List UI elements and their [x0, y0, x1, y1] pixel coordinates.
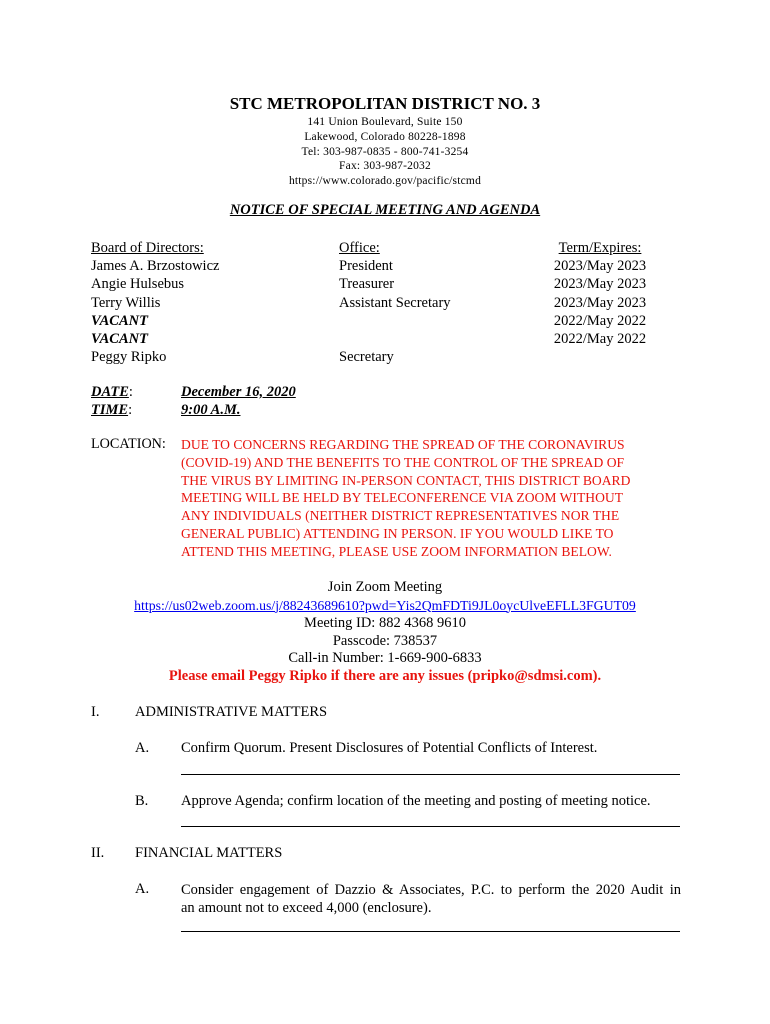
agenda-item-text: Consider engagement of Dazzio & Associates, P.C. to perform the 2020 Audit in: [181, 882, 681, 898]
time-label: TIME: [91, 402, 129, 418]
zoom-call-in: Call-in Number: 1-669-900-6833: [288, 650, 482, 667]
address-city: Lakewood, Colorado 80228-1898: [304, 130, 466, 143]
term-value: 2022/May 2022: [553, 331, 647, 348]
location-line: ANY INDIVIDUALS (NEITHER DISTRICT REPRESENTATIVES NOR THE: [181, 508, 620, 524]
location-line: (COVID-19) AND THE BENEFITS TO THE CONTROL OF THE SPREAD OF: [181, 454, 625, 470]
signature-line: [181, 826, 680, 827]
agenda-item-text: Confirm Quorum. Present Disclosures of Potential Conflicts of Interest.: [181, 740, 598, 756]
location-line: DUE TO CONCERNS REGARDING THE SPREAD OF THE CORONAVIRUS: [181, 437, 625, 452]
zoom-meeting-link[interactable]: https://us02web.zoom.us/j/88243689610?pwd=Yis2QmFDTi9JL0oycUlveEFLL3FGUT09: [134, 597, 636, 613]
office-title: Assistant Secretary: [339, 294, 451, 311]
agenda-section-title: FINANCIAL MATTERS: [135, 845, 283, 861]
directors-column: [91, 239, 321, 366]
office-title: Treasurer: [339, 276, 395, 293]
address-website: https://www.colorado.gov/pacific/stcmd: [288, 175, 482, 188]
location-label: LOCATION:: [91, 436, 166, 452]
agenda-section-number: II.: [91, 845, 105, 861]
location-line: ATTEND THIS MEETING, PLEASE USE ZOOM INFORMATION BELOW.: [181, 543, 612, 559]
location-notice: [181, 436, 681, 561]
zoom-passcode: Passcode: 738537: [332, 632, 438, 649]
office-title: Secretary: [339, 349, 394, 366]
signature-line: [181, 931, 680, 932]
date-label: DATE: [91, 384, 129, 400]
address-fax: Fax: 303-987-2032: [339, 160, 431, 173]
agenda-item-letter: A.: [135, 881, 150, 897]
agenda-item-text: Approve Agenda; confirm location of the meeting and posting of meeting notice.: [181, 793, 651, 809]
office-title: [339, 312, 539, 330]
term-value: 2022/May 2022: [553, 312, 647, 329]
date-label-row: DATE:: [91, 384, 133, 400]
term-value: 2023/May 2023: [553, 294, 647, 311]
location-line: MEETING WILL BE HELD BY TELECONFERENCE VIA ZOOM WITHOUT: [181, 490, 624, 506]
director-name: Terry Willis: [91, 294, 161, 311]
agenda-item-text-continued: an amount not to exceed 4,000 (enclosure).: [181, 900, 432, 916]
term-value: 2023/May 2023: [553, 258, 647, 275]
agenda-item-letter: B.: [135, 793, 149, 809]
term-column: [540, 239, 660, 348]
zoom-meeting-id: Meeting ID: 882 4368 9610: [304, 615, 466, 632]
agenda-section-title: ADMINISTRATIVE MATTERS: [135, 704, 328, 720]
time-value: 9:00 A.M.: [181, 402, 241, 418]
agenda-section-number: I.: [91, 704, 100, 720]
office-header: Office:: [339, 240, 380, 256]
zoom-issues-contact: Please email Peggy Ripko if there are any issues (pripko@sdmsi.com).: [168, 667, 602, 684]
location-line: GENERAL PUBLIC) ATTENDING IN PERSON. IF YOU WOULD LIKE TO: [181, 525, 614, 541]
agenda-item-letter: A.: [135, 740, 150, 756]
date-value: December 16, 2020: [181, 384, 296, 400]
director-name: James A. Brzostowicz: [91, 258, 220, 275]
address-block: [0, 115, 770, 189]
director-name: Angie Hulsebus: [91, 276, 185, 293]
address-street: 141 Union Boulevard, Suite 150: [307, 116, 463, 128]
agenda-item-text-block: [181, 881, 681, 917]
director-name: Peggy Ripko: [91, 349, 167, 366]
district-title: STC METROPOLITAN DISTRICT NO. 3: [229, 94, 541, 113]
directors-header: Board of Directors:: [91, 240, 204, 256]
director-name-vacant: VACANT: [91, 312, 148, 329]
zoom-info: [0, 579, 770, 686]
time-label-row: TIME:: [91, 402, 133, 418]
address-tel: Tel: 303-987-0835 - 800-741-3254: [301, 145, 469, 158]
office-title: [339, 330, 539, 348]
office-title: President: [339, 258, 393, 275]
office-column: [339, 239, 539, 366]
notice-heading: NOTICE OF SPECIAL MEETING AND AGENDA: [229, 202, 541, 218]
zoom-join-label: Join Zoom Meeting: [327, 579, 443, 595]
term-header: Term/Expires:: [558, 240, 642, 256]
signature-line: [181, 774, 680, 775]
term-value: 2023/May 2023: [553, 276, 647, 293]
location-line: THE VIRUS BY LIMITING IN-PERSON CONTACT, THIS DISTRICT BOARD: [181, 472, 631, 488]
director-name-vacant: VACANT: [91, 331, 148, 348]
